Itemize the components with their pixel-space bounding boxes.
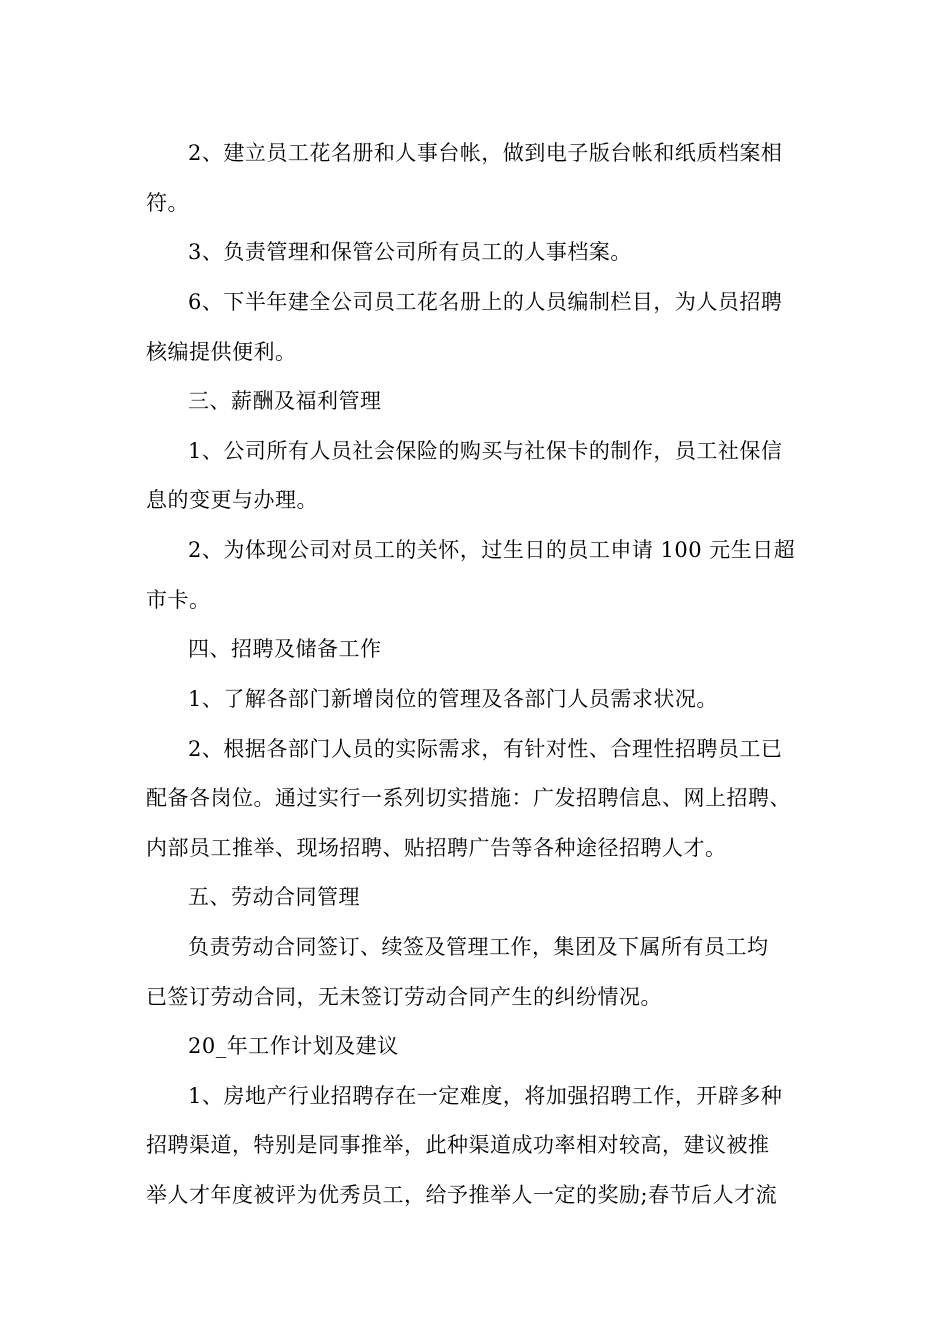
- section-heading: 四、招聘及储备工作: [188, 637, 382, 661]
- paragraph-line: 举人才年度被评为优秀员工，给予推举人一定的奖励;春节后人才流: [146, 1183, 778, 1207]
- paragraph-line: 1、公司所有人员社会保险的购买与社保卡的制作，员工社保信: [188, 439, 783, 463]
- paragraph-line: 符。: [146, 191, 189, 215]
- paragraph-line: 2、建立员工花名册和人事台帐，做到电子版台帐和纸质档案相: [188, 141, 783, 165]
- paragraph-line: 2、为体现公司对员工的关怀，过生日的员工申请 100 元生日超: [188, 538, 796, 562]
- section-heading: 五、劳动合同管理: [188, 885, 360, 909]
- paragraph-line: 核编提供便利。: [146, 340, 297, 364]
- paragraph-line: 2、根据各部门人员的实际需求，有针对性、合理性招聘员工已: [188, 737, 783, 761]
- paragraph-line: 招聘渠道，特别是同事推举，此种渠道成功率相对较高，建议被推: [146, 1133, 770, 1157]
- paragraph-line: 息的变更与办理。: [146, 488, 318, 512]
- paragraph-line: 负责劳动合同签订、续签及管理工作，集团及下属所有员工均: [188, 935, 769, 959]
- paragraph-line: 1、房地产行业招聘存在一定难度，将加强招聘工作，开辟多种: [188, 1084, 783, 1108]
- paragraph-line: 配备各岗位。通过实行一系列切实措施：广发招聘信息、网上招聘、: [146, 786, 791, 810]
- paragraph-line: 3、负责管理和保管公司所有员工的人事档案。: [188, 240, 632, 264]
- paragraph-line: 已签订劳动合同，无未签订劳动合同产生的纠纷情况。: [146, 985, 662, 1009]
- paragraph-line: 内部员工推举、现场招聘、贴招聘广告等各种途径招聘人才。: [146, 836, 727, 860]
- paragraph-line: 6、下半年建全公司员工花名册上的人员编制栏目，为人员招聘: [188, 290, 783, 314]
- paragraph-line: 1、了解各部门新增岗位的管理及各部门人员需求状况。: [188, 687, 718, 711]
- section-heading: 20_年工作计划及建议: [188, 1034, 399, 1058]
- paragraph-line: 市卡。: [146, 588, 211, 612]
- section-heading: 三、薪酬及福利管理: [188, 389, 382, 413]
